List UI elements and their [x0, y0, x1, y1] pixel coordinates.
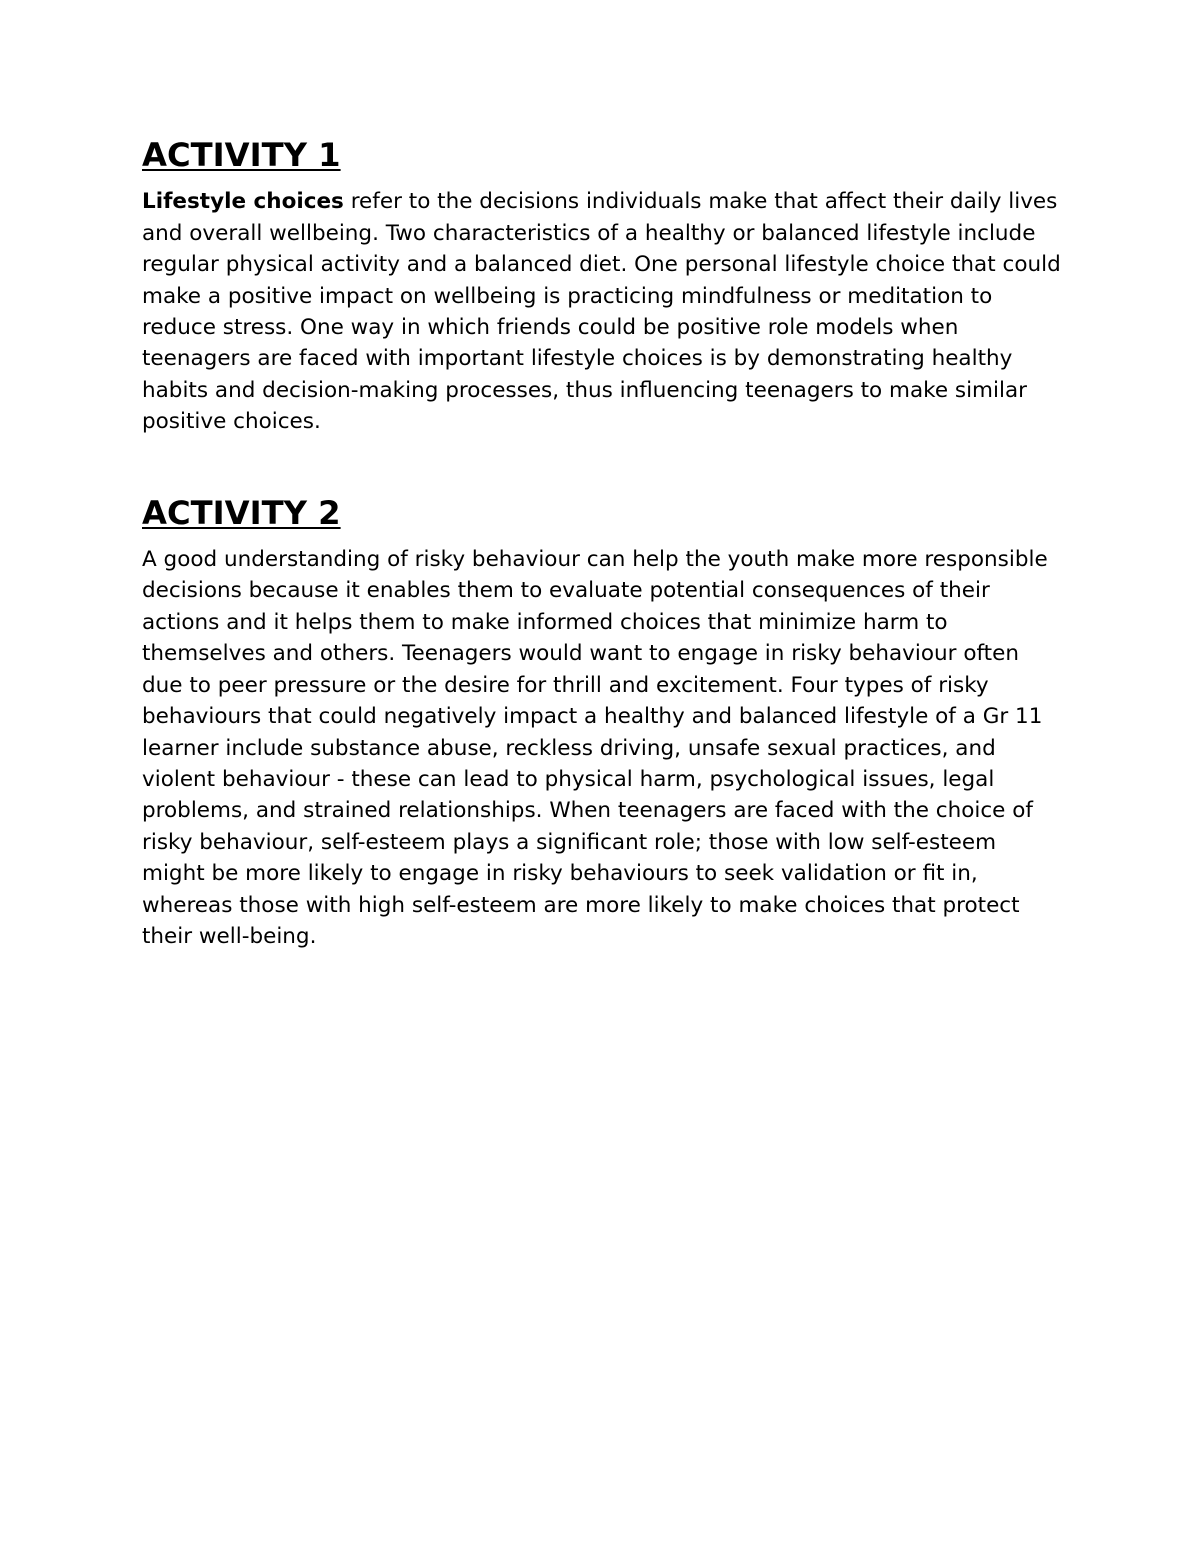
activity-2-heading: ACTIVITY 2: [142, 493, 341, 532]
activity-1-section: [142, 136, 1062, 438]
activity-2-paragraph: A good understanding of risky behaviour can help the youth make more responsible decisions because it enables them to evaluate potential consequences of their actions and it helps them to make informed choices that minimize harm to themselves and others. Teenagers would want to engage in risky behaviour often due to peer pressure or the desire for thrill and excitement. Four types of risky behaviours that could negatively impact a healthy and balanced lifestyle of a Gr 11 learner include substance abuse, reckless driving, unsafe sexual practices, and violent behaviour - these can lead to physical harm, psychological issues, legal problems, and strained relationships. When teenagers are faced with the choice of risky behaviour, self-esteem plays a significant role; those with low self-esteem might be more likely to engage in risky behaviours to seek validation or fit in, whereas those with high self-esteem are more likely to make choices that protect their well-being.: [142, 547, 1048, 949]
lifestyle-choices-term: Lifestyle choices: [142, 189, 344, 215]
document-body: [142, 136, 1062, 952]
activity-1-heading: ACTIVITY 1: [142, 136, 341, 174]
activity-1-text: refer to the decisions individuals make that affect their daily lives and overall wellbeing. Two characteristics of a healthy or balanced lifestyle include regular physical activity and a balanced diet. One personal lifestyle choice that could make a positive impact on wellbeing is practicing mindfulness or meditation to reduce stress. One way in which friends could be positive role models when teenagers are faced with important lifestyle choices is by demonstrating healthy habits and decision-making processes, thus influencing teenagers to make similar positive choices.: [142, 189, 1061, 435]
activity-2-section: [142, 493, 1062, 953]
activity-1-paragraph: [142, 186, 1062, 437]
